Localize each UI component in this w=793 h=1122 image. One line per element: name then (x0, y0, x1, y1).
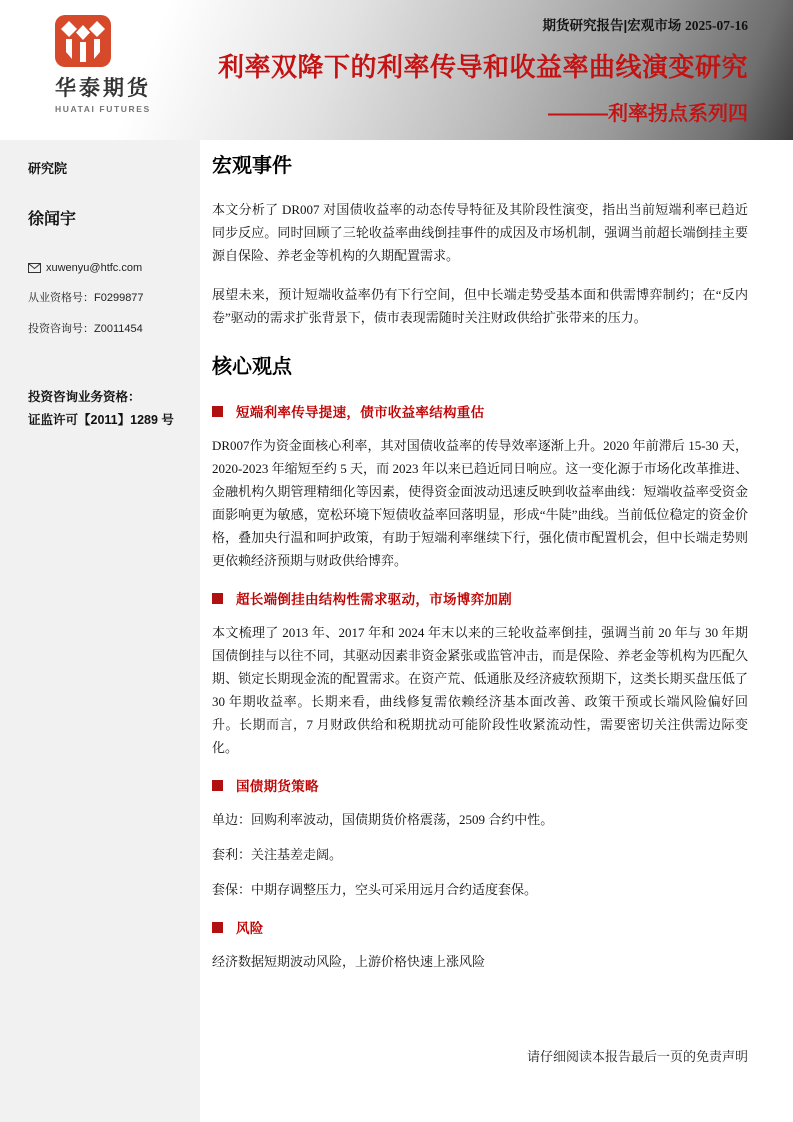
core-view-paragraph: 本文梳理了 2013 年、2017 年和 2024 年末以来的三轮收益率倒挂，强调当前 20 年与 30 年期国债倒挂与以往不同，其驱动因素非资金紧张或监管冲击，而是保险、养老金等机构为匹配久期、锁定长期现金流的配置需求。在资产荒、低通胀及经济疲软预期下，这类长期买盘压低了 30 年期收益率。长期来看，曲线修复需依赖经济基本面改善、政策干预或长端风险偏好回升。长期而言，7 月财政供给和税期扰动可能阶段性收紧流动性，需要密切关注供需边际变化。 (212, 625, 748, 755)
bullet-label: 短端利率传导提速，债市收益率结构重估 (236, 405, 485, 420)
header-text-block (148, 14, 748, 126)
bullet-square-icon (212, 593, 223, 604)
department-label: 研究院 (28, 161, 68, 176)
strategy-line-unilateral: 单边：回购利率波动，国债期货价格震荡，2509 合约中性。 (212, 812, 554, 827)
analyst-email-row (28, 262, 184, 274)
report-date: 2025-07-16 (685, 18, 748, 33)
huatai-diamond-logo-icon (55, 15, 111, 67)
bullet-label: 超长端倒挂由结构性需求驱动，市场博弈加剧 (236, 592, 512, 607)
analyst-name: 徐闻宇 (28, 211, 77, 228)
report-header (0, 0, 793, 140)
section-heading-macro-event: 宏观事件 (212, 155, 292, 177)
bullet-heading-ultra-long-inversion (212, 588, 748, 608)
risk-paragraph: 经济数据短期波动风险，上游价格快速上涨风险 (212, 954, 486, 969)
report-series-subtitle: ———利率拐点系列四 (548, 103, 748, 125)
analyst-email: xuwenyu@htfc.com (46, 262, 143, 274)
bullet-square-icon (212, 406, 223, 417)
logo-text-en: HUATAI FUTURES (55, 104, 151, 114)
strategy-line-hedging: 套保：中期存调整压力，空头可采用远月合约适度套保。 (212, 882, 538, 897)
logo-text-cn: 华泰期货 (55, 77, 151, 100)
macro-event-paragraph: 本文分析了 DR007 对国债收益率的动态传导特征及其阶段性演变，指出当前短端利率已趋近同步反应。同时回顾了三轮收益率曲线倒挂事件的成因及市场机制，强调当前超长端倒挂主要源自保险、养老金等机构的久期配置需求。 (212, 202, 748, 263)
main-content (200, 140, 793, 1122)
strategy-line-arbitrage: 套利：关注基差走阔。 (212, 847, 343, 862)
qualification-number: 证监许可【2011】1289 号 (28, 413, 174, 427)
bullet-label: 风险 (236, 921, 264, 936)
macro-event-paragraph: 展望未来，预计短端收益率仍有下行空间，但中长端走势受基本面和供需博弈制约；在“反内卷”驱动的需求扩张背景下，债市表现需随时关注财政供给扩张带来的压力。 (212, 287, 748, 325)
disclaimer-footer: 请仔细阅读本报告最后一页的免责声明 (526, 1049, 748, 1064)
report-meta-line (148, 14, 748, 34)
envelope-icon (28, 263, 41, 273)
bullet-square-icon (212, 780, 223, 791)
qualification-block (28, 386, 184, 432)
report-category: 期货研究报告|宏观市场 (542, 18, 682, 33)
bullet-heading-short-rate (212, 401, 748, 421)
practice-number: 从业资格号：F0299877 (28, 292, 144, 304)
bullet-square-icon (212, 922, 223, 933)
section-heading-core-view: 核心观点 (212, 356, 292, 378)
core-view-paragraph: DR007作为资金面核心利率，其对国债收益率的传导效率逐渐上升。2020 年前滞后 15-30 天，2020-2023 年缩短至约 5 天，而 2023 年以来已趋近同日响应。这一变化源于市场化改革推进、金融机构久期管理精细化等因素，使得资金面波动迅速反映到收益率曲线：短端收益率受资金面影响更为敏感，宽松环境下短债收益率回落明显，形成“牛陡”曲线。当前低位稳定的资金价格，叠加央行温和呵护政策，有助于短端利率继续下行，强化债市配置机会，但中长端走势则更依赖经济预期与财政供给博弈。 (212, 438, 748, 568)
bullet-heading-risk (212, 917, 748, 937)
report-title: 利率双降下的利率传导和收益率曲线演变研究 (217, 52, 748, 82)
bullet-heading-bond-futures-strategy (212, 775, 748, 795)
advisory-number: 投资咨询号：Z0011454 (28, 323, 143, 335)
analyst-sidebar (0, 140, 200, 1122)
qualification-title: 投资咨询业务资格： (28, 390, 141, 404)
bullet-label: 国债期货策略 (236, 779, 319, 794)
